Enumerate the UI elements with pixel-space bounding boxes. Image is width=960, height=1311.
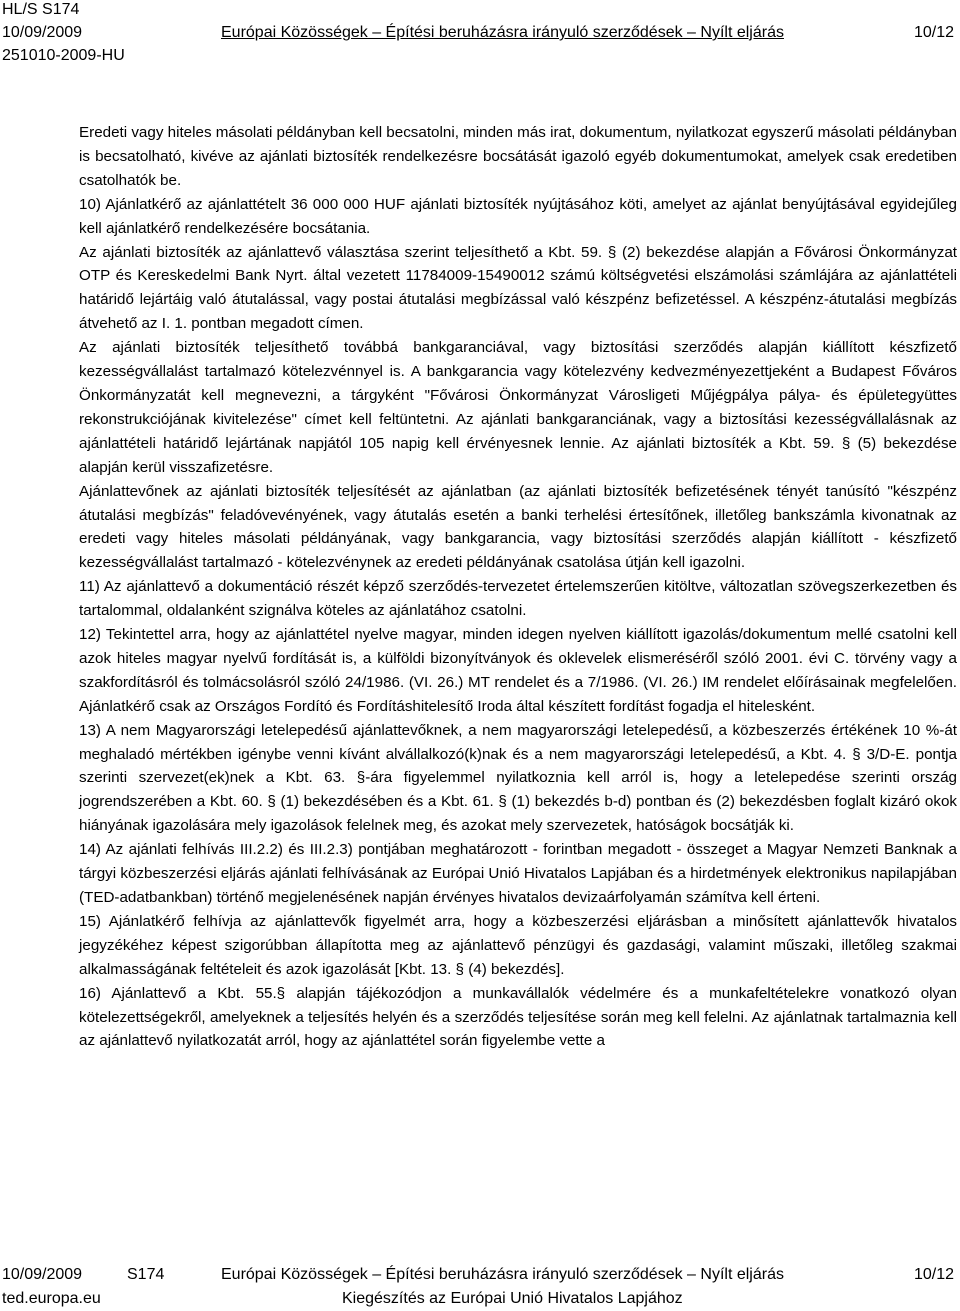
header-page-number: 10/12 [913, 24, 954, 41]
footer-title: Európai Közösségek – Építési beruházásra irányuló szerződések – Nyílt eljárás [221, 1266, 784, 1283]
document-id: 251010-2009-HU [2, 47, 125, 64]
header-title[interactable]: Európai Közösségek – Építési beruházásra irányuló szerződések – Nyílt eljárás [221, 24, 784, 41]
paragraph: 16) Ajánlattevő a Kbt. 55.§ alapján tájékozódjon a munkavállalók védelmére és a munkafeltételekre vonatkozó olyan kötelezettségekről, amelyeknek a teljesítés helyén és a szerződés teljesítése során meg kell felelni. Az ajánlatnak tartalmaznia kell az ajánlattevő nyilatkozatát arról, hogy az ajánlattétel során figyelembe vette a [79, 984, 957, 1050]
paragraph: 14) Az ajánlati felhívás III.2.2) és III.2.3) pontjában meghatározott - forintban megadott - összeget a Magyar Nemzeti Banknak a tárgyi közbeszerzési eljárás ajánlati felhívásának az Európai Unió Hivatalos Lapjában és a hirdetmények elektronikus napilapjában (TED-adatbankban) történő megjelenésének napján érvényes hivatalos devizaárfolyamán számítva kell érteni. [79, 841, 958, 906]
footer-date: 10/09/2009 [2, 1266, 83, 1283]
header-title-link[interactable] [221, 23, 784, 42]
footer-page-number: 10/12 [913, 1266, 954, 1283]
page-footer [0, 1264, 960, 1311]
footer-site-link[interactable]: ted.europa.eu [2, 1290, 101, 1307]
footer-supplement: Kiegészítés az Európai Unió Hivatalos Lapjához [342, 1290, 683, 1307]
document-body [79, 121, 957, 1053]
header-date: 10/09/2009 [2, 24, 83, 41]
paragraph: Az ajánlati biztosíték az ajánlattevő választása szerint teljesíthető a Kbt. 59. § (2) bekezdése alapján a Fővárosi Önkormányzat OTP és Kereskedelmi Bank Nyrt. által vezetett 11784009-15490012 számú költségvetési elszámolási számlájára az ajánlattételi határidő lejártáig való átutalással, vagy postai átutalási megbízással való készpénz befizetéssel. A készpénz-átutalási megbízás átvehető az I. 1. pontban megadott címen. [79, 243, 957, 333]
journal-reference: HL/S S174 [2, 1, 80, 18]
paragraph: Eredeti vagy hiteles másolati példányban kell becsatolni, minden más irat, dokumentum, nyilatkozat egyszerű másolati példányban is becsatolható, kivéve az ajánlati biztosíték rendelkezésre bocsátását igazoló egyéb dokumentumokat, amelyek csak eredetiben csatolhatók be. [79, 124, 957, 189]
paragraph: 12) Tekintettel arra, hogy az ajánlattétel nyelve magyar, minden idegen nyelven kiállított igazolás/dokumentum mellé csatolni kell azok hiteles magyar nyelvű fordítását is, a külföldi bizonyítványok és oklevelek elismeréséről szóló 2001. évi C. törvény vagy a szakfordításról és tolmácsolásról szóló 24/1986. (VI. 26.) MT rendelet és a 7/1986. (VI. 26.) IM rendelet előírásainak megfelelően. Ajánlatkérő csak az Országos Fordító és Fordításhitelesítő Iroda által készített fordítást fogadja el hitelesként. [79, 626, 957, 715]
paragraph: 15) Ajánlatkérő felhívja az ajánlattevők figyelmét arra, hogy a közbeszerzési eljárásban a minősített ajánlattevők hivatalos jegyzékéhez képest szigorúbban állapította meg az ajánlattevő pénzügyi és gazdasági, valamint műszaki, illetőleg szakmai alkalmasságának feltételeit és azok igazolását [Kbt. 13. § (4) bekezdés]. [79, 912, 957, 978]
paragraph: 11) Az ajánlattevő a dokumentáció részét képző szerződés-tervezetet értelemszerűen kitöltve, változatlan szövegszerkezetben és tartalommal, oldalanként szignálva köteles az ajánlatához csatolni. [79, 578, 957, 620]
paragraph: Az ajánlati biztosíték teljesíthető továbbá bankgaranciával, vagy biztosítási szerződés alapján kiállított készfizető kezességvállalást tartalmazó kötelezvénnyel is. A bankgarancia vagy kötelezvény kedvezményezettjeként a Budapest Főváros Önkormányzatát kell megnevezni, a tárgyként "Fővárosi Önkormányzat Városligeti Műjégpálya pálya- és épületegyüttes rekonstrukciójának kivitelezése" címet kell feltüntetni. Az ajánlati bankgaranciának, vagy a biztosítási kezességvállalásnak az ajánlattételi határidő lejártának napjától 105 napig kell érvényesnek lennie. Az ajánlati biztosíték a Kbt. 59. § (5) bekezdése alapján kerül visszafizetésre. [79, 339, 957, 476]
footer-series: S174 [127, 1266, 165, 1283]
paragraph: 10) Ajánlatkérő az ajánlattételt 36 000 000 HUF ajánlati biztosíték nyújtásához köti, amelyet az ajánlat benyújtásával egyidejűleg kell ajánlatkérő rendelkezésére bocsátania. [79, 195, 957, 237]
page-header [0, 0, 960, 70]
paragraph: Ajánlattevőnek az ajánlati biztosíték teljesítését az ajánlatban (az ajánlati biztosíték befizetésének tényét tanúsító "készpénz átutalási megbízás" feladóvevényének, vagy átutalás esetén a banki terhelési értesítőnek, illetőleg bankszámla kivonatnak az eredeti vagy hiteles másolati példányának, vagy bankgarancia, vagy biztosítási szerződés alapján kiállított - készfizető kezességvállalást tartalmazó - kötelezvénynek az eredeti példányának csatolása útján kell igazolni. [79, 482, 957, 572]
paragraph: 13) A nem Magyarországi letelepedésű ajánlattevőknek, a nem magyarországi letelepedésű, a közbeszerzés értékének 10 %-át meghaladó mértékben igénybe venni kívánt alvállalkozó(k)nak és a nem magyarországi letelepedésű, a Kbt. 4. § 3/D-E. pontja szerinti szervezet(ek)nek a Kbt. 63. §-ára figyelemmel nyilatkoznia kell arról is, hogy a letelepedése szerinti ország jogrendszerében a Kbt. 60. § (1) bekezdésében és a Kbt. 61. § (1) bekezdés b-d) pontban és (2) bekezdésben foglalt kizáró okok hiányának igazolására mely igazolások felelnek meg, és azokat mely szervezetek, hatóságok bocsátják ki. [79, 721, 957, 835]
